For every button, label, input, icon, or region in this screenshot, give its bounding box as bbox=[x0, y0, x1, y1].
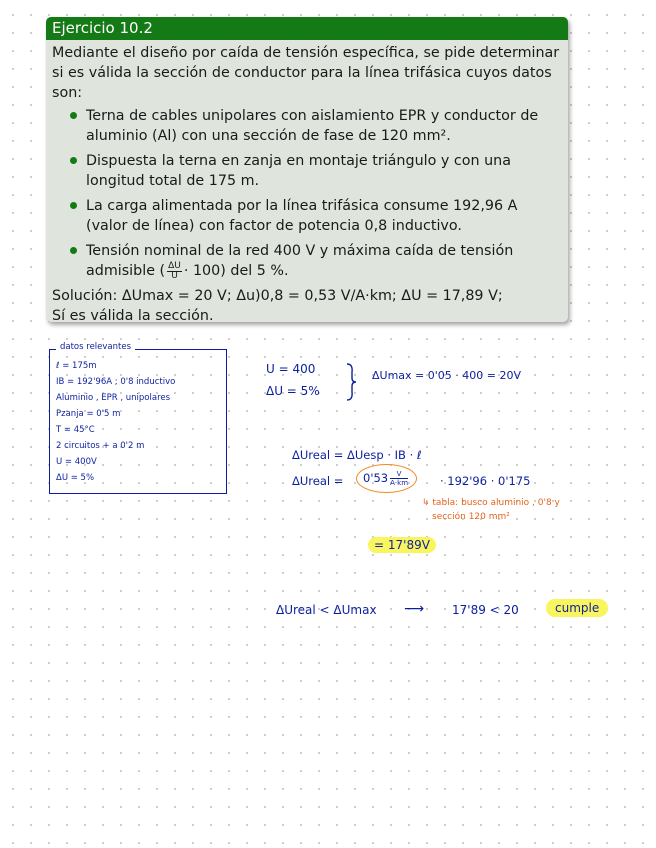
note-calc-suffix: · 192'96 · 0'175 bbox=[440, 474, 531, 488]
bullet-cables: Terna de cables unipolares con aislamiento EPR y conductor de aluminio (Al) con una sección de fase de 120 mm². bbox=[68, 106, 561, 146]
data-line: ΔU = 5% bbox=[56, 473, 95, 483]
result-value bbox=[368, 538, 436, 552]
data-line: 2 circuitos + a 0'2 m bbox=[56, 441, 145, 451]
exercise-box bbox=[46, 17, 568, 322]
data-line: U = 400V bbox=[56, 457, 97, 467]
unit-denominator: A·km bbox=[390, 479, 409, 487]
bullet-voltage-text-a: Tensión nominal de la red 400 V y máxima caída de tensión admisible ( bbox=[86, 243, 514, 279]
verdict-highlight: cumple bbox=[546, 599, 608, 617]
circled-coefficient-unit bbox=[390, 470, 408, 487]
note-du-line: ΔU = 5% bbox=[266, 384, 320, 398]
note-formula: ΔUreal = ΔUesp · IB · ℓ bbox=[292, 448, 422, 462]
circled-coefficient bbox=[356, 464, 417, 493]
bullet-load: La carga alimentada por la línea trifásica consume 192,96 A (valor de línea) con factor de potencia 0,8 inductivo. bbox=[68, 196, 561, 236]
right-arrow-icon: ⟶ bbox=[404, 601, 425, 617]
table-note-line-1: ↳ tabla: busco aluminio , 0'8 y bbox=[422, 498, 560, 508]
data-line: T = 45°C bbox=[56, 425, 95, 435]
exercise-bullet-list bbox=[52, 106, 561, 281]
table-note-line-2: sección 120 mm² bbox=[432, 512, 510, 522]
data-line: IB = 192'96A ; 0'8 inductivo bbox=[56, 377, 176, 387]
note-calc-prefix: ΔUreal = bbox=[292, 474, 344, 488]
curly-brace bbox=[344, 362, 358, 402]
data-line: Aluminio , EPR , unipolares bbox=[56, 393, 171, 403]
solution-line-2: Sí es válida la sección. bbox=[52, 308, 214, 322]
result-highlight: = 17'89V bbox=[368, 537, 436, 553]
fraction-denominator: U bbox=[171, 270, 178, 281]
solution-block bbox=[52, 286, 561, 322]
solution-line-1: Solución: ΔUmax = 20 V; Δu)0,8 = 0,53 V/A·km; ΔU = 17,89 V; bbox=[52, 288, 503, 304]
data-box-title: datos relevantes bbox=[56, 342, 135, 352]
note-du-max-calc: ΔUmax = 0'05 · 400 = 20V bbox=[372, 369, 521, 382]
fraction-numerator: ΔU bbox=[168, 260, 181, 271]
comparison-expression: ΔUreal < ΔUmax bbox=[276, 603, 377, 617]
comparison-values: 17'89 < 20 bbox=[452, 603, 519, 617]
unit-numerator: V bbox=[390, 470, 408, 479]
exercise-body bbox=[46, 40, 568, 322]
exercise-title: Ejercicio 10.2 bbox=[46, 17, 568, 40]
exercise-intro: Mediante el diseño por caída de tensión específica, se pide determinar si es válida la sección de conductor para la línea trifásica cuyos datos son: bbox=[52, 45, 560, 101]
data-line: Pzanja = 0'5 m bbox=[56, 409, 121, 419]
bullet-voltage-text-b: · 100) del 5 %. bbox=[183, 263, 289, 279]
bullet-trench: Dispuesta la terna en zanja en montaje triángulo y con una longitud total de 175 m. bbox=[68, 151, 561, 191]
bullet-voltage bbox=[68, 241, 561, 281]
circled-coefficient-value: 0'53 bbox=[363, 471, 389, 485]
delta-u-fraction bbox=[167, 262, 182, 281]
data-line: ℓ = 175m bbox=[56, 361, 97, 371]
verdict bbox=[546, 601, 608, 615]
note-u-line: U = 400 bbox=[266, 362, 316, 376]
